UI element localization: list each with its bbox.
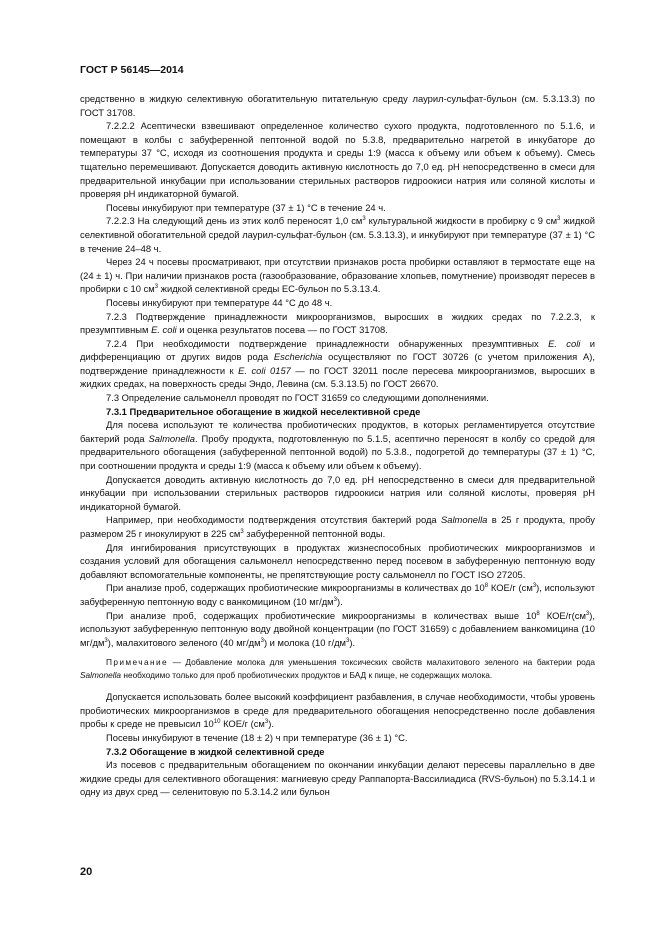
paragraph: При анализе проб, содержащих пробиотические микроорганизмы в количествах выше $10^8$ КОЕ/$г(см^3)$, используют забуференную пептонную воду двойной концентрации (по ГОСТ 31659) с добавлением ванкомицина (10 $мг/дм^3$), малахитового зеленого (40 $мг/дм^3$) и молока (10 $г/дм^3$). [80,609,595,648]
paragraph: Из посевов с предварительным обогащением по окончании инкубации делают пересевы параллельно в две жидкие среды для селективного обогащения: магниевую среду Раппапорта-Вассилиадиса (RVS-бульон) по 5.3.14.1 и одну из двух сред — селенитовую по 5.3.14.2 или бульон [80,759,595,798]
paragraph: Для посева используют те количества пробиотических продуктов, в которых регламентируется отсутствие бактерий рода Salmonella. Пробу продукта, подготовленную по 5.1.5, асептично переносят в колбу со средой для предварительного обогащения (забуференной пептонной водой) по 5.3.8., подогретой до температуры (37 ± 1) °С, при соотношении продукта и среды 1:9 (масса к объему или объем к объему). [80,419,596,472]
paragraph: 7.2.2.2 Асептически взвешивают определенное количество сухого продукта, подготовленного по 5.1.6, и помещают в колбы с забуференной пептонной водой по 5.3.8, предварительно нагретой в инкубаторе до температуры 37 °С, исходя из соотношения продукта и среды 1:9 (масса к объему или объем к объему). Смесь тщательно перемешивают. Допускается доводить активную кислотность до 7,0 ед. pH непосредственно в смеси для предварительной инкубации при использовании стерильных растворов гидроокиси натрия или соляной кислоты и проверяя pH индикаторной бумагой. [80,120,595,200]
paragraph: Например, при необходимости подтверждения отсутствия бактерий рода Salmonella в 25 г продукта, пробу размером 25 г инокулируют в 225 $см^3$ забуференной пептонной воды. [80,514,595,539]
paragraph: 7.2.2.3 На следующий день из этих колб переносят 1,0 $см^3$ культуральной жидкости в пробирку с 9 $см^3$ жидкой селективной обогатительной средой лаурил-сульфат-бульон (см. 5.3.13.3), и инкубируют при температуре (37 ± 1) °С в течение 24–48 ч. [80,215,595,254]
paragraph: Посевы инкубируют при температуре (37 ± 1) °С в течение 24 ч. [106,201,386,213]
document-header: ГОСТ Р 56145—2014 [80,64,184,76]
section-heading: 7.3.2 Обогащение в жидкой селективной среде [106,745,325,757]
note-label: Примечание [106,657,169,668]
page-number: 20 [80,866,93,878]
paragraph: Посевы инкубируют при температуре 44 °С до 48 ч. [106,296,333,308]
paragraph: средственно в жидкую селективную обогатительную питательную среду лаурил-сульфат-бульон (см. 5.3.13.3) по ГОСТ 31708. [80,93,595,118]
paragraph: Через 24 ч посевы просматривают, при отсутствии признаков роста пробирки оставляют в термостате еще на (24 ± 1) ч. При наличии признаков роста (газообразование, образование хлопьев, помутнение) производят пересев в пробирки с 10 $см^3$ жидкой селективной среды ЕС-бульон по 5.3.13.4. [80,256,595,295]
note: Примечание — Добавление молока для уменьшения токсических свойств малахитового зеленого на бактерии рода Salmonella необходимо только для проб пробиотических продуктов и БАД к пище, не содержащих молока. [80,657,595,680]
page-body [80,92,595,799]
paragraph: 7.2.3 Подтверждение принадлежности микроорганизмов, выросших в жидких средах по 7.2.2.3, к презумптивным E. coli и оценка результатов посева — по ГОСТ 31708. [80,310,595,336]
paragraph: Допускается доводить активную кислотность до 7,0 ед. pH непосредственно в смеси для предварительной инкубации при использовании стерильных растворов гидроокиси натрия или соляной кислоты, проверяя pH индикаторной бумагой. [80,473,595,512]
paragraph: 7.2.4 При необходимости подтверждение принадлежности обнаруженных презумптивных E. coli и дифференциацию от других видов рода Escherichia осуществляют по ГОСТ 30726 (с учетом приложения А), подтверждение принадлежности к E. coli 0157 — по ГОСТ 32011 после пересева микроорганизмов, выросших в жидких средах, на поверхность среды Эндо, Левина (см. 5.3.13.5) по ГОСТ 26670. [80,337,596,390]
paragraph: 7.3 Определение сальмонелл проводят по ГОСТ 31659 со следующими дополнениями. [106,392,489,404]
paragraph: Для ингибирования присутствующих в продуктах жизнеспособных пробиотических микроорганизмов и создания условий для обогащения сальмонелл непосредственно перед посевом в забуференную пептонную воду добавляют вспомогательные компоненты, не препятствующие росту сальмонелл по ГОСТ ISO 27205. [80,541,595,580]
paragraph: При анализе проб, содержащих пробиотические микроорганизмы в количествах до $10^8$ КОЕ/г $(см^3)$, используют забуференную пептонную воду с ванкомицином (10 $мг/дм^3$). [80,582,595,607]
section-heading: 7.3.1 Предварительное обогащение в жидкой неселективной среде [106,405,421,417]
paragraph: Посевы инкубируют в течение (18 ± 2) ч при температуре (36 ± 1) °С. [106,731,408,743]
paragraph: Допускается использовать более высокий коэффициент разбавления, в случае необходимости, чтобы уровень пробиотических микроорганизмов в среде для предварительного обогащения непосредственно после добавления пробы к среде не превысил $10^{10}$ КОЕ/г $(см^3)$. [80,691,595,730]
